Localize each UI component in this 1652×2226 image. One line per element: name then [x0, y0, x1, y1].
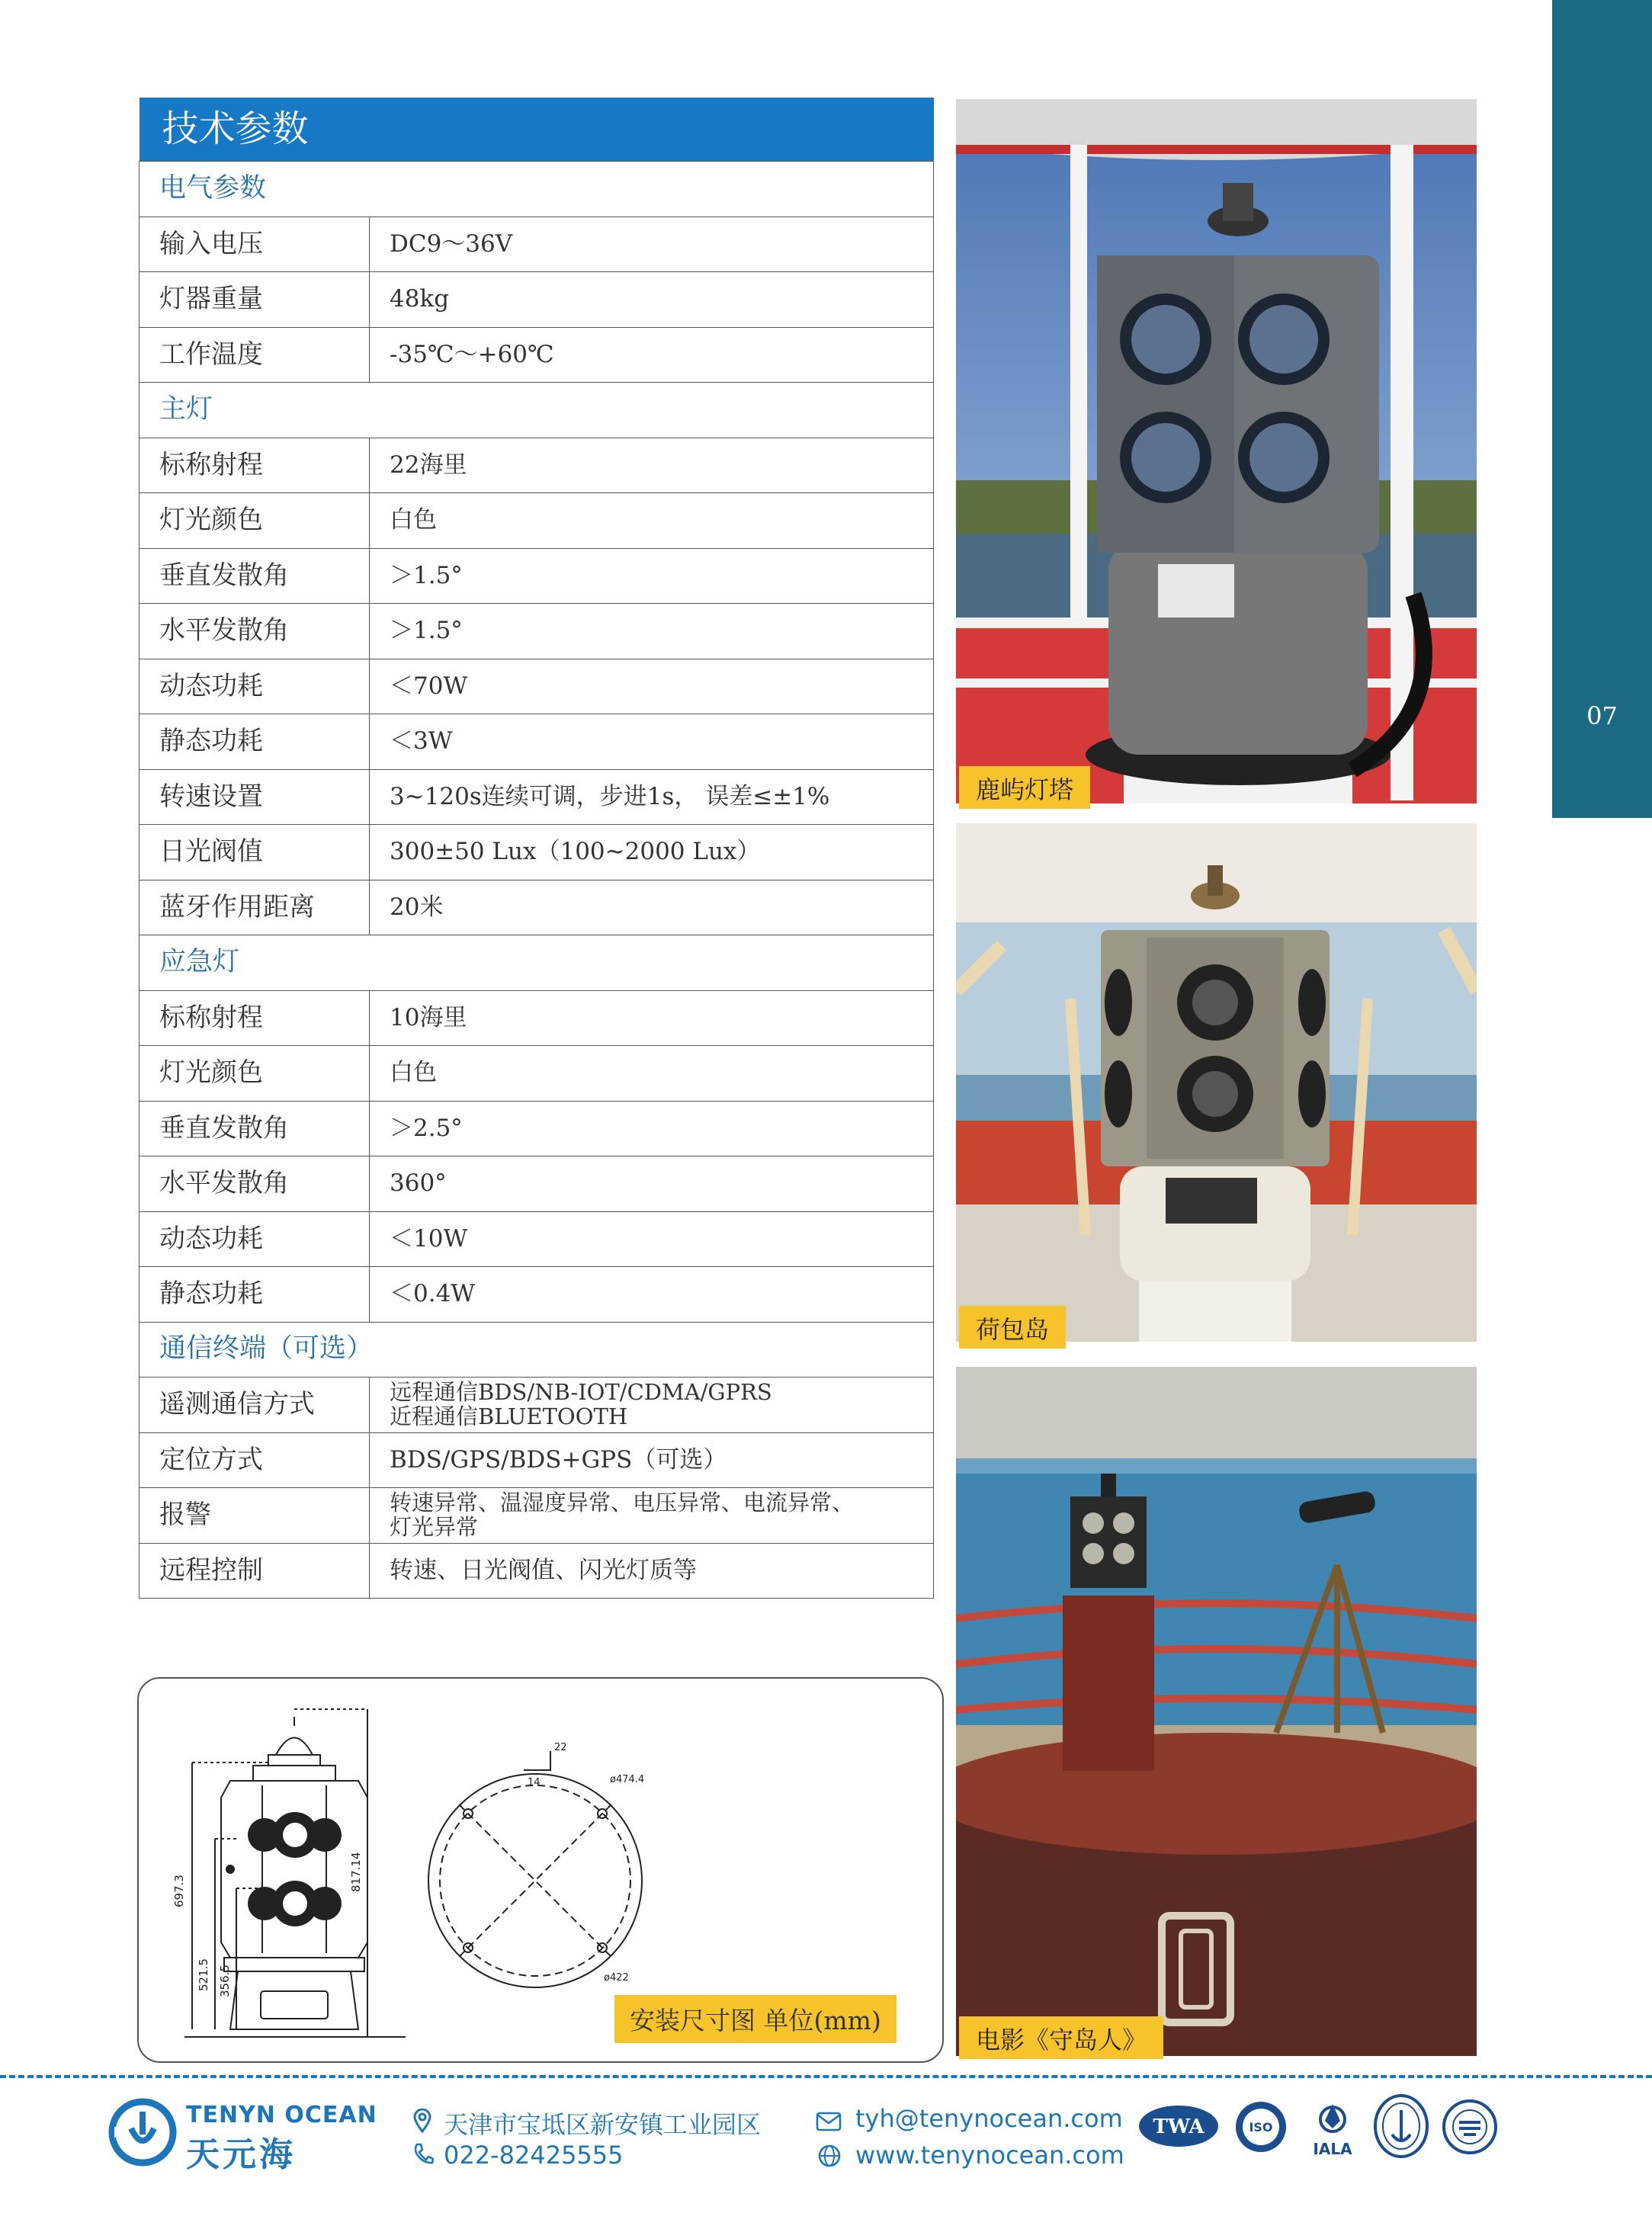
row-label: 定位方式	[140, 1432, 370, 1488]
row-value	[370, 1488, 934, 1544]
row-value: 300±50 Lux（100~2000 Lux）	[370, 825, 934, 880]
photo-lighthouse-1	[956, 99, 1477, 803]
row-label: 工作温度	[140, 327, 370, 383]
table-row	[140, 990, 934, 1046]
table-row	[140, 1378, 934, 1433]
row-value: -35℃～+60℃	[370, 327, 934, 383]
iala-badge-icon	[1302, 2098, 1363, 2159]
table-row	[140, 1543, 934, 1599]
globe-icon	[817, 2144, 842, 2168]
svg-text:ISO: ISO	[1249, 2120, 1273, 2135]
phone-icon	[412, 2142, 434, 2165]
row-label: 标称射程	[140, 990, 370, 1046]
row-value: ＞1.5°	[370, 604, 934, 659]
section-heading: 电气参数	[140, 162, 934, 217]
svg-text:IALA: IALA	[1313, 2140, 1352, 2158]
table-row	[140, 272, 934, 328]
row-value: DC9～36V	[370, 217, 934, 272]
svg-text:TWA: TWA	[1153, 2115, 1205, 2138]
row-value	[370, 1378, 934, 1433]
table-row	[140, 548, 934, 604]
row-value: ＞2.5°	[370, 1101, 934, 1156]
table-title: 技术参数	[140, 98, 934, 162]
row-label: 标称射程	[140, 438, 370, 493]
drawing-caption: 安装尺寸图 单位(mm)	[614, 1995, 897, 2043]
row-value: ＜3W	[370, 714, 934, 770]
table-row	[140, 825, 934, 880]
photo-caption: 电影《守岛人》	[959, 2016, 1163, 2059]
location-icon	[412, 2109, 432, 2133]
table-row	[140, 1432, 934, 1488]
phone-text[interactable]: 022-82425555	[444, 2141, 624, 2170]
row-label: 日光阀值	[140, 825, 370, 880]
row-value: ＜10W	[370, 1211, 934, 1267]
company-logo-icon	[108, 2098, 177, 2167]
row-label: 输入电压	[140, 217, 370, 272]
table-row	[140, 1267, 934, 1323]
row-value-line: 灯光异常	[390, 1513, 479, 1540]
row-label: 动态功耗	[140, 659, 370, 714]
section-heading: 主灯	[140, 383, 934, 438]
brand-name-en: TENYN OCEAN	[186, 2102, 377, 2128]
row-value: 白色	[370, 493, 934, 549]
row-label: 静态功耗	[140, 1267, 370, 1323]
row-label: 报警	[140, 1488, 370, 1544]
table-row	[140, 1046, 934, 1102]
row-value: 10海里	[370, 990, 934, 1046]
photo-lighthouse-2	[956, 823, 1477, 1342]
table-row	[140, 217, 934, 272]
spec-table	[139, 98, 934, 1599]
website-text[interactable]: www.tenynocean.com	[855, 2141, 1124, 2170]
row-label: 灯光颜色	[140, 493, 370, 549]
row-value: ＜0.4W	[370, 1267, 934, 1323]
row-value: 360°	[370, 1156, 934, 1212]
section-heading: 应急灯	[140, 935, 934, 991]
table-row	[140, 1211, 934, 1267]
page-number: 07	[1586, 701, 1618, 730]
row-label: 垂直发散角	[140, 548, 370, 604]
table-row	[140, 1101, 934, 1156]
address-text: 天津市宝坻区新安镇工业园区	[444, 2110, 762, 2139]
table-row	[140, 1488, 934, 1544]
email-icon	[816, 2112, 842, 2131]
dim-bolt-circle: ø422	[604, 1972, 629, 1984]
twa-badge-icon	[1137, 2104, 1220, 2148]
dim-overall-height: 817.14	[349, 1852, 363, 1892]
dim-height-3: 356.5	[218, 1965, 232, 1997]
row-label: 遥测通信方式	[140, 1378, 370, 1433]
row-label: 远程控制	[140, 1543, 370, 1599]
photo-movie-still	[956, 1367, 1477, 2056]
navy-seal-icon	[1372, 2093, 1430, 2159]
row-value-line: 远程通信BDS/NB-IOT/CDMA/GPRS	[390, 1379, 772, 1406]
row-label: 静态功耗	[140, 714, 370, 770]
row-value-line: 近程通信BLUETOOTH	[390, 1403, 628, 1429]
table-row	[140, 438, 934, 493]
dim-outer-diameter: ø474.4	[610, 1774, 645, 1785]
row-label: 垂直发散角	[140, 1101, 370, 1156]
row-value: BDS/GPS/BDS+GPS（可选）	[370, 1432, 934, 1488]
row-label: 灯器重量	[140, 272, 370, 328]
dim-total-height: 697.3	[172, 1875, 186, 1907]
table-row	[140, 714, 934, 770]
table-row	[140, 659, 934, 714]
brand-name-cn: 天元海	[186, 2135, 296, 2174]
row-value: 48kg	[370, 272, 934, 328]
row-label: 蓝牙作用距离	[140, 880, 370, 935]
row-value: 22海里	[370, 438, 934, 493]
table-row	[140, 1156, 934, 1212]
row-value: 20米	[370, 880, 934, 935]
dim-d2: 14	[528, 1777, 541, 1788]
email-text[interactable]: tyh@tenynocean.com	[855, 2104, 1123, 2133]
row-value-line: 转速异常、温湿度异常、电压异常、电流异常、	[390, 1490, 855, 1516]
row-value: 白色	[370, 1046, 934, 1102]
section-heading: 通信终端（可选）	[140, 1322, 934, 1378]
dim-d1: 22	[554, 1742, 567, 1753]
page-tab	[1552, 0, 1652, 818]
table-row	[140, 327, 934, 383]
row-label: 水平发散角	[140, 1156, 370, 1212]
row-label: 灯光颜色	[140, 1046, 370, 1102]
row-value: 3~120s连续可调，步进1s， 误差≤±1%	[370, 769, 934, 825]
table-row	[140, 769, 934, 825]
table-row	[140, 604, 934, 659]
row-value: ＜70W	[370, 659, 934, 714]
row-label: 水平发散角	[140, 604, 370, 659]
photo-caption: 荷包岛	[959, 1306, 1066, 1349]
row-value: ＞1.5°	[370, 548, 934, 604]
iso-badge-icon	[1233, 2099, 1288, 2154]
row-label: 转速设置	[140, 769, 370, 825]
photo-caption: 鹿屿灯塔	[959, 766, 1090, 809]
row-label: 动态功耗	[140, 1211, 370, 1267]
association-seal-icon	[1441, 2098, 1499, 2156]
table-row	[140, 493, 934, 549]
footer-divider	[0, 2075, 1652, 2078]
dim-height-2: 521.5	[197, 1958, 210, 1991]
row-value: 转速、日光阀值、闪光灯质等	[370, 1543, 934, 1599]
table-row	[140, 880, 934, 935]
